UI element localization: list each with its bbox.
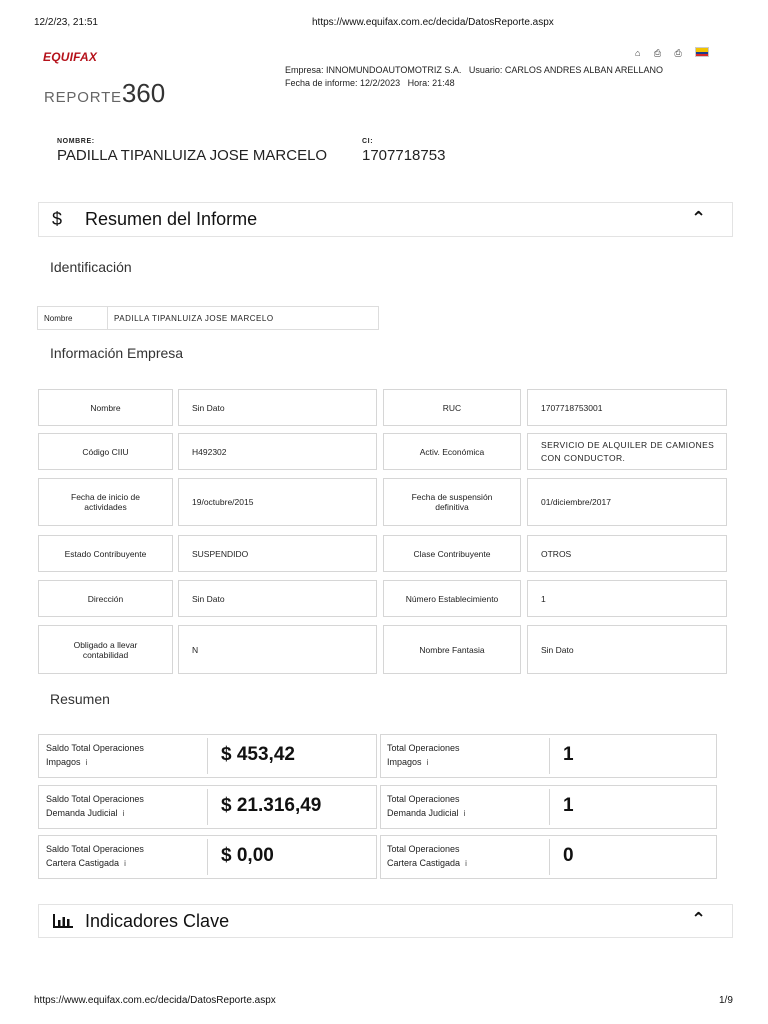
saldo-label-type: Impagos <box>46 757 81 767</box>
total-value: 1 <box>563 744 574 765</box>
saldo-label <box>46 792 144 821</box>
total-label <box>387 842 467 871</box>
saldo-label-type: Demanda Judicial <box>46 808 118 818</box>
saldo-value: $ 453,42 <box>221 744 295 765</box>
empresa-value-5-3: Sin Dato <box>527 625 727 674</box>
nombre-label: NOMBRE: <box>57 138 95 145</box>
resumen-saldo-box <box>38 835 377 879</box>
print-icon[interactable]: ⎙ <box>653 48 662 58</box>
empresa-value-2-1: 19/octubre/2015 <box>178 478 377 526</box>
reporte-number: 360 <box>121 78 166 108</box>
saldo-label <box>46 842 144 871</box>
total-label-type: Cartera Castigada <box>387 858 461 868</box>
resumen-total-box <box>380 785 717 829</box>
empresa-label-0-2: RUC <box>383 389 521 426</box>
info-icon[interactable]: i <box>85 758 88 767</box>
saldo-label-line2 <box>46 856 144 871</box>
table-row <box>38 307 378 329</box>
header-icons <box>626 43 709 61</box>
dollar-icon: $ <box>52 209 63 229</box>
total-value: 1 <box>563 795 574 816</box>
print-icon[interactable]: ⎙ <box>674 48 682 58</box>
print-datetime: 12/2/23, 21:51 <box>34 17 98 28</box>
resumen-saldo-box <box>38 785 377 829</box>
empresa-label-3-0: Estado Contribuyente <box>38 535 173 572</box>
info-icon[interactable]: i <box>463 809 466 818</box>
identificacion-heading: Identificación <box>50 259 132 275</box>
divider <box>207 839 208 875</box>
empresa-value-3-3: OTROS <box>527 535 727 572</box>
empresa-label-5-2: Nombre Fantasia <box>383 625 521 674</box>
divider <box>549 738 550 774</box>
total-label-type: Impagos <box>387 757 422 767</box>
empresa-heading: Información Empresa <box>50 345 184 361</box>
total-label-line2 <box>387 856 467 871</box>
empresa-value-0-1: Sin Dato <box>178 389 377 426</box>
equifax-logo: EQUIFAX <box>43 50 98 64</box>
empresa-label-2-2: Fecha de suspensión definitiva <box>383 478 521 526</box>
divider <box>207 738 208 774</box>
empresa-value-0-3: 1707718753001 <box>527 389 727 426</box>
report-meta <box>285 64 663 90</box>
info-icon[interactable]: i <box>426 758 429 767</box>
resumen-heading: Resumen <box>50 691 110 707</box>
empresa-label-1-2: Activ. Económica <box>383 433 521 470</box>
resumen-total-box <box>380 734 717 778</box>
total-label-line2 <box>387 806 465 821</box>
total-label-line1: Total Operaciones <box>387 794 460 804</box>
divider <box>549 839 550 875</box>
saldo-label-line1: Saldo Total Operaciones <box>46 743 144 753</box>
section-title: Indicadores Clave <box>85 911 230 931</box>
saldo-label <box>46 741 144 770</box>
info-icon[interactable]: i <box>122 809 125 818</box>
empresa-label-0-0: Nombre <box>38 389 173 426</box>
identificacion-table <box>37 306 379 330</box>
empresa-value-5-1: N <box>178 625 377 674</box>
fecha-text: Fecha de informe: 12/2/2023 <box>285 78 401 88</box>
empresa-label-5-0: Obligado a llevar contabilidad <box>38 625 173 674</box>
section-title: Resumen del Informe <box>85 209 258 229</box>
divider <box>549 789 550 825</box>
subject-ci: 1707718753 <box>362 147 446 164</box>
empresa-label-2-0: Fecha de inicio de actividades <box>38 478 173 526</box>
info-icon[interactable]: i <box>465 859 467 868</box>
empresa-label-1-0: Código CIIU <box>38 433 173 470</box>
total-label-line1: Total Operaciones <box>387 743 460 753</box>
id-label: Nombre <box>38 307 108 329</box>
page-count: 1/9 <box>719 995 733 1006</box>
resumen-total-box <box>380 835 717 879</box>
empresa-text: Empresa: INNOMUNDOAUTOMOTRIZ S.A. <box>285 65 462 75</box>
hora-text: Hora: 21:48 <box>407 78 455 88</box>
empresa-value-1-3: SERVICIO DE ALQUILER DE CAMIONES CON CONDUCTOR. <box>527 433 727 470</box>
usuario-text: Usuario: CARLOS ANDRES ALBAN ARELLANO <box>468 65 663 75</box>
subject-name: PADILLA TIPANLUIZA JOSE MARCELO <box>57 147 328 164</box>
saldo-label-line1: Saldo Total Operaciones <box>46 844 144 854</box>
empresa-label-3-2: Clase Contribuyente <box>383 535 521 572</box>
saldo-value: $ 0,00 <box>221 845 274 866</box>
reporte-word: REPORTE <box>44 89 122 106</box>
saldo-label-line1: Saldo Total Operaciones <box>46 794 144 804</box>
saldo-value: $ 21.316,49 <box>221 795 322 816</box>
divider <box>207 789 208 825</box>
saldo-label-type: Cartera Castigada <box>46 858 120 868</box>
home-icon[interactable]: ⌂ <box>635 48 641 58</box>
saldo-label-line2 <box>46 806 144 821</box>
empresa-label-4-2: Número Establecimiento <box>383 580 521 617</box>
info-icon[interactable]: i <box>124 859 126 868</box>
total-value: 0 <box>563 845 574 866</box>
print-url-bottom: https://www.equifax.com.ec/decida/DatosReporte.aspx <box>34 995 276 1006</box>
empresa-label-4-0: Dirección <box>38 580 173 617</box>
empresa-value-4-3: 1 <box>527 580 727 617</box>
empresa-value-3-1: SUSPENDIDO <box>178 535 377 572</box>
bar-chart-icon <box>52 913 74 934</box>
total-label <box>387 741 460 770</box>
empresa-value-4-1: Sin Dato <box>178 580 377 617</box>
resumen-informe-header[interactable] <box>38 202 733 237</box>
print-url-top: https://www.equifax.com.ec/decida/DatosReporte.aspx <box>312 17 554 28</box>
id-value: PADILLA TIPANLUIZA JOSE MARCELO <box>114 313 274 323</box>
empresa-value-2-3: 01/diciembre/2017 <box>527 478 727 526</box>
total-label-type: Demanda Judicial <box>387 808 459 818</box>
empresa-value-1-1: H492302 <box>178 433 377 470</box>
chevron-up-icon[interactable]: ⌃ <box>691 909 707 929</box>
reporte-360-logo <box>44 78 165 109</box>
total-label-line1: Total Operaciones <box>387 844 460 854</box>
flag-icon[interactable] <box>695 47 709 57</box>
indicadores-clave-header[interactable] <box>38 904 733 938</box>
saldo-label-line2 <box>46 755 144 770</box>
total-label-line2 <box>387 755 460 770</box>
resumen-saldo-box <box>38 734 377 778</box>
ci-label: CI: <box>362 138 374 145</box>
chevron-up-icon[interactable]: ⌃ <box>691 208 707 228</box>
total-label <box>387 792 465 821</box>
